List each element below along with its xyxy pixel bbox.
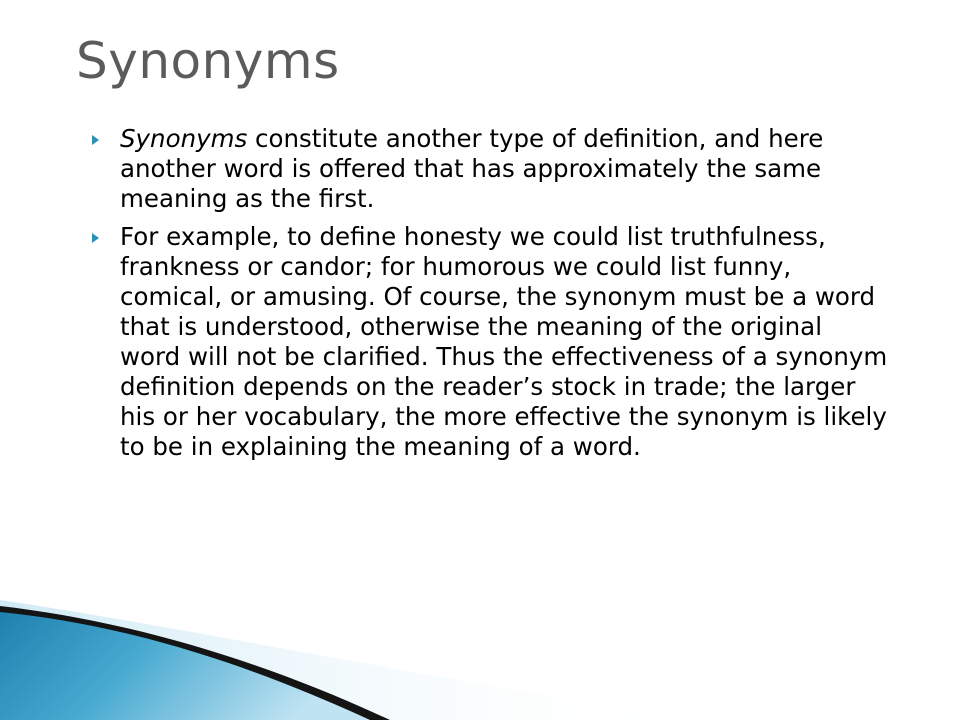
bullet-list — [88, 124, 888, 470]
slide-title: Synonyms — [76, 32, 340, 90]
bullet-item — [88, 124, 888, 214]
bullet-text — [120, 222, 887, 461]
bullet-text — [120, 124, 823, 213]
triangle-right-icon — [92, 233, 99, 243]
wave-decoration — [0, 560, 960, 720]
bullet-term: Synonyms — [120, 124, 248, 153]
bullet-body: For example, to define honesty we could list truthfulness, frankness or candor; for humorous we could list funny, comical, or amusing. Of course, the synonym must be a word that is understood, otherwise the meaning of the original word will not be clarified. Thus the effectiveness of a synonym definition depends on the reader’s stock in trade; the larger his or her vocabulary, the more effective the synonym is likely to be in explaining the meaning of a word. — [120, 222, 888, 461]
bullet-item — [88, 222, 888, 462]
triangle-right-icon — [92, 135, 99, 145]
bullet-body: constitute another type of definition, and here another word is offered that has approximately the same meaning as the first. — [120, 124, 824, 213]
